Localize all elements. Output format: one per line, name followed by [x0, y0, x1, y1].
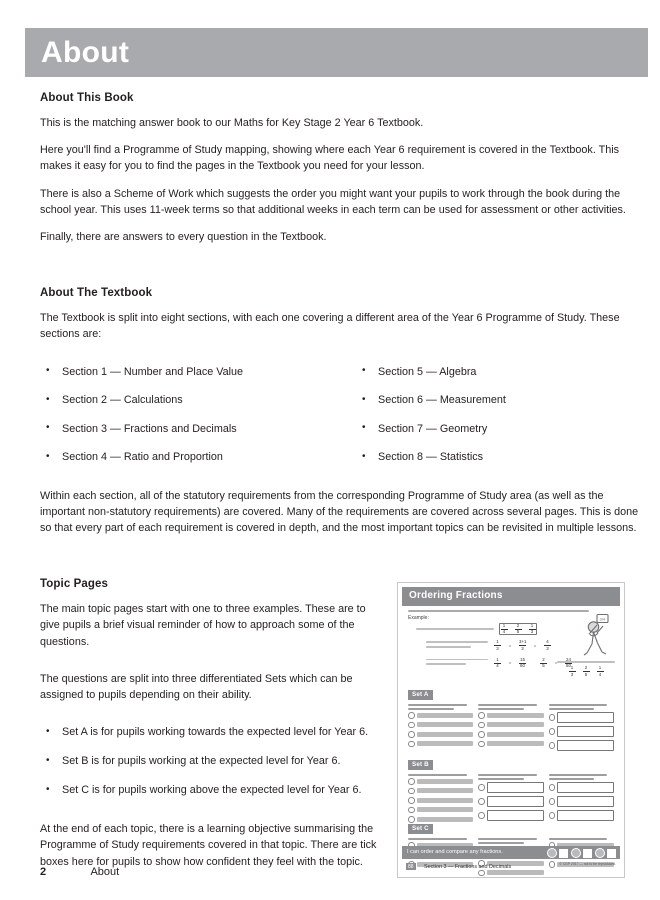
question-heading	[408, 704, 467, 706]
question-row	[408, 807, 473, 814]
answer-box	[557, 726, 614, 737]
sample-page-section-label: Section 3 — Fractions and Decimals	[424, 863, 512, 870]
worked-step-1	[494, 640, 551, 651]
question-number	[408, 722, 415, 729]
sample-set-b-panel	[408, 753, 614, 826]
fraction: $\frac{15}{60}$	[520, 656, 525, 669]
question-row	[408, 778, 473, 785]
question-heading	[478, 774, 537, 776]
set-a-label: Set A	[408, 690, 433, 700]
question-row	[478, 741, 543, 748]
question-row	[478, 712, 543, 719]
list-item: • Section 8 — Statistics	[356, 449, 640, 465]
question-heading	[549, 708, 595, 710]
fraction: $\frac{24}{60}$	[566, 656, 571, 669]
question-heading	[478, 838, 537, 840]
set-a-column-3	[549, 704, 614, 754]
page-content	[40, 92, 640, 881]
spacer	[40, 811, 385, 821]
learning-objective-bar	[402, 846, 620, 859]
topic-pages-block	[40, 578, 640, 881]
fraction: $\frac{1}{4}$	[597, 666, 604, 677]
question-number	[549, 798, 556, 805]
topic-pages-paragraph-1: The main topic pages start with one to three examples. These are to give pupils a brief visual reminder of how to approach some of the questions.	[40, 603, 366, 648]
list-item: • Section 6 — Measurement	[356, 392, 640, 408]
fraction: $\frac{2}{5}$	[583, 666, 590, 677]
example-fraction-box	[499, 623, 537, 635]
answer-box	[557, 796, 614, 807]
spacer	[40, 478, 640, 488]
question-number	[549, 784, 556, 791]
list-item: • Section 7 — Geometry	[356, 421, 640, 437]
question-row	[549, 782, 614, 793]
question-row	[408, 788, 473, 795]
tick-box-happy[interactable]	[559, 849, 568, 858]
smiley-neutral-icon	[571, 848, 581, 858]
question-text	[417, 779, 474, 784]
question-row	[478, 796, 543, 807]
answer-box	[487, 782, 544, 793]
question-heading	[549, 704, 608, 706]
set-b-label: Set B	[408, 760, 433, 770]
question-text	[487, 713, 544, 718]
question-heading	[549, 774, 608, 776]
sections-list-left	[40, 364, 340, 466]
list-item-set-a: • Set A is for pupils working towards the expected level for Year 6.	[40, 724, 385, 740]
question-row	[408, 797, 473, 804]
topic-pages-paragraph-2: The questions are split into three differentiated Sets which can be assigned to pupils depending on their ability.	[40, 672, 353, 702]
question-heading	[408, 708, 454, 710]
question-row	[549, 726, 614, 737]
question-text	[417, 722, 474, 727]
question-row	[478, 722, 543, 729]
set-c-label: Set C	[408, 824, 433, 834]
sample-page-thumbnail-wrapper	[385, 578, 640, 878]
text-line	[426, 641, 488, 643]
learning-objective-text: I can order and compare any fractions.	[407, 849, 503, 856]
about-book-paragraph-4: Finally, there are answers to every question in the Textbook.	[40, 231, 327, 244]
sets-list	[40, 724, 385, 798]
question-row	[549, 796, 614, 807]
sections-list-right-column	[340, 364, 640, 478]
section-heading-about-the-textbook: About The Textbook	[40, 287, 153, 300]
text-line	[408, 610, 589, 612]
topic-pages-paragraph-3: At the end of each topic, there is a learning objective summarising the Programme of Study requirements covered in that topic. There are tick boxes here for pupils to show how confident they feel with the topic.	[40, 823, 377, 868]
question-heading	[478, 704, 537, 706]
sections-list-right	[356, 364, 640, 466]
answer-box	[557, 712, 614, 723]
fraction: $\frac{3+1}{3}$	[519, 639, 527, 652]
text-line	[426, 663, 466, 665]
about-book-paragraph-3: There is also a Scheme of Work which suggests the order you might want your pupils to work through the book during the school year. This uses 11-week terms so that additional weeks in each term can be used for assessment or other activities.	[40, 187, 626, 216]
equals-sign: =	[508, 642, 512, 648]
footer-page-number: 2	[40, 866, 47, 878]
equals-sign: =	[533, 642, 537, 648]
question-text	[417, 732, 474, 737]
section-heading-about-this-book: About This Book	[40, 92, 134, 104]
question-text	[417, 741, 474, 746]
fraction: $\frac{4}{3}$	[544, 640, 551, 651]
question-number	[549, 742, 556, 749]
question-text	[417, 807, 474, 812]
sample-page-inner	[402, 587, 620, 873]
spacer	[40, 714, 385, 724]
question-text	[487, 722, 544, 727]
about-textbook-outro: Within each section, all of the statutory requirements from the corresponding Programme of Study area (as well as the important non-statutory requirements) are covered. Many of the requirements are covered across several pages. This is done so that every part of each requirement is covered in depth, and the most important topics can be revisited in multiple lessons.	[40, 489, 639, 535]
question-number	[478, 798, 485, 805]
sample-page-copyright: © CGP 2017 — not to be reproduced.	[559, 862, 616, 867]
page-header-banner	[25, 28, 648, 77]
question-number	[478, 731, 485, 738]
sample-page-number: 88	[408, 863, 414, 870]
smiley-sad-icon	[595, 848, 605, 858]
text-line	[426, 646, 471, 648]
question-row	[549, 740, 614, 751]
question-text	[417, 798, 474, 803]
set-a-column-2	[478, 704, 543, 754]
question-text	[487, 741, 544, 746]
mascot-illustration-icon	[577, 613, 615, 659]
sample-page-title-bar	[402, 587, 620, 606]
spacer	[40, 547, 640, 578]
question-number	[408, 778, 415, 785]
question-text	[417, 788, 474, 793]
example-answer-area	[557, 661, 615, 677]
question-heading	[549, 778, 595, 780]
fraction: $\frac{1}{3}$	[494, 640, 501, 651]
sections-list	[40, 364, 640, 478]
question-number	[408, 797, 415, 804]
svg-text:3/4: 3/4	[599, 616, 606, 622]
topic-pages-text	[40, 578, 385, 881]
question-row	[478, 731, 543, 738]
list-item-set-b: • Set B is for pupils working at the expected level for Year 6.	[40, 753, 385, 769]
text-line	[426, 659, 488, 661]
list-item-set-c: • Set C is for pupils working above the expected level for Year 6.	[40, 782, 385, 798]
question-row	[408, 712, 473, 719]
fraction: $\frac{1}{4}$	[501, 624, 508, 635]
question-row	[478, 782, 543, 793]
tick-box-sad[interactable]	[607, 849, 616, 858]
question-text	[487, 732, 544, 737]
question-number	[478, 784, 485, 791]
sample-set-a-panel	[408, 683, 614, 754]
question-row	[408, 722, 473, 729]
worked-step-2	[494, 658, 526, 669]
set-a-column-1	[408, 704, 473, 754]
smiley-happy-icon	[547, 848, 557, 858]
spacer	[40, 661, 385, 671]
question-heading	[408, 838, 467, 840]
spacer	[40, 256, 640, 287]
question-number	[549, 714, 556, 721]
question-heading	[549, 838, 608, 840]
text-line	[557, 661, 615, 663]
question-row	[549, 712, 614, 723]
question-row	[408, 731, 473, 738]
question-number	[549, 728, 556, 735]
list-item: • Section 2 — Calculations	[40, 392, 340, 408]
question-number	[478, 722, 485, 729]
answer-box	[557, 782, 614, 793]
question-heading	[478, 842, 524, 844]
sample-page-title: Ordering Fractions	[409, 590, 503, 602]
about-textbook-intro: The Textbook is split into eight sections, with each one covering a different area of the Year 6 Programme of Study. These sections are:	[40, 312, 620, 341]
about-book-paragraph-2: Here you'll find a Programme of Study mapping, showing where each Year 6 requirement is covered in the Textbook. This makes it easy for you to find the pages in the Textbook you need for your lesson.	[40, 144, 620, 173]
sections-list-left-column	[40, 364, 340, 478]
fraction: $\frac{1}{3}$	[569, 666, 576, 677]
spacer	[40, 354, 640, 364]
question-heading	[478, 778, 524, 780]
question-text	[417, 713, 474, 718]
fraction: $\frac{2}{5}$	[515, 624, 522, 635]
list-item: • Section 3 — Fractions and Decimals	[40, 421, 340, 437]
equals-sign: =	[508, 660, 512, 665]
section-heading-topic-pages: Topic Pages	[40, 578, 108, 591]
question-row	[408, 741, 473, 748]
question-number	[408, 788, 415, 795]
equals-sign: =	[554, 660, 558, 665]
question-number	[408, 731, 415, 738]
question-number	[478, 741, 485, 748]
question-number	[408, 807, 415, 814]
fraction: $\frac{1}{4}$	[494, 658, 501, 669]
fraction: $\frac{1}{3}$	[529, 624, 536, 635]
list-item: • Section 4 — Ratio and Proportion	[40, 449, 340, 465]
list-item: • Section 5 — Algebra	[356, 364, 640, 380]
footer-section-label: About	[90, 866, 120, 878]
answer-box	[557, 740, 614, 751]
page-title: About	[41, 36, 130, 69]
question-heading	[408, 774, 467, 776]
question-number	[408, 712, 415, 719]
sample-example-label: Example:	[408, 615, 429, 622]
question-number	[408, 741, 415, 748]
list-item: • Section 1 — Number and Place Value	[40, 364, 340, 380]
about-book-paragraph-1: This is the matching answer book to our Maths for Key Stage 2 Year 6 Textbook.	[40, 117, 424, 129]
fraction: $\frac{2}{5}$	[540, 658, 547, 669]
answer-box	[487, 796, 544, 807]
confidence-tick-boxes	[547, 848, 617, 858]
sample-page-thumbnail	[397, 582, 625, 878]
question-heading	[478, 708, 524, 710]
text-line	[416, 628, 494, 630]
question-number	[478, 712, 485, 719]
tick-box-neutral[interactable]	[583, 849, 592, 858]
